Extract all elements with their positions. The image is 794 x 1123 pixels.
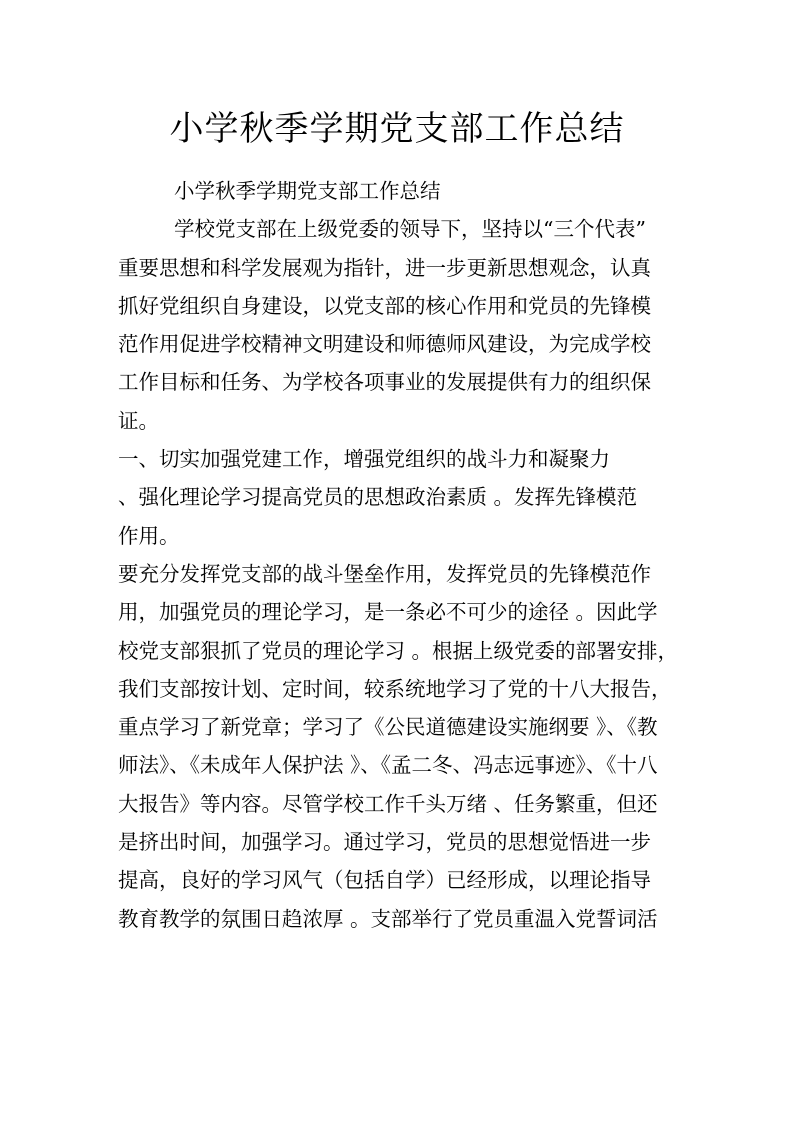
body-line: 证。 [118, 408, 159, 433]
body-line: 校党支部狠抓了党员的理论学习 。根据上级党委的部署安排， [118, 638, 679, 663]
document-title: 小学秋季学期党支部工作总结 [169, 109, 625, 149]
body-line: 、强化理论学习提高党员的思想政治素质 。发挥先锋模范 [118, 485, 638, 510]
body-line: 教育教学的氛围日趋浓厚 。支部举行了党员重温入党誓词活 [118, 906, 658, 931]
document-body [118, 172, 688, 938]
body-line: 我们支部按计划、定时间，较系统地学习了党的十八大报告， [118, 676, 672, 701]
body-line: 抓好党组织自身建设，以党支部的核心作用和党员的先锋模 [118, 293, 651, 318]
body-line: 范作用促进学校精神文明建设和师德师风建设，为完成学校 [118, 332, 651, 357]
body-line: 工作目标和任务、为学校各项事业的发展提供有力的组织保 [118, 370, 651, 395]
body-line: 重点学习了新党章；学习了《公民道德建设实施纲要 》、《教 [118, 715, 658, 740]
body-line: 用，加强党员的理论学习，是一条必不可少的途径 。因此学 [118, 600, 658, 625]
body-line: 一、切实加强党建工作，增强党组织的战斗力和凝聚力 [118, 447, 610, 472]
body-line: 学校党支部在上级党委的领导下，坚持以“三个代表” [174, 217, 646, 242]
body-line: 要充分发挥党支部的战斗堡垒作用，发挥党员的先锋模范作 [118, 561, 651, 586]
body-line: 是挤出时间，加强学习。通过学习，党员的思想觉悟进一步 [118, 830, 651, 855]
body-line: 师法》、《未成年人保护法 》、《孟二冬、冯志远事迹》、《十八 [118, 753, 658, 778]
body-line: 大报告》等内容。尽管学校工作千头万绪 、任务繁重，但还 [118, 791, 658, 816]
body-line: 提高，良好的学习风气（包括自学）已经形成，以理论指导 [118, 868, 651, 893]
body-line: 作用。 [118, 523, 180, 548]
body-line: 小学秋季学期党支部工作总结 [174, 179, 441, 203]
body-line: 重要思想和科学发展观为指针，进一步更新思想观念，认真 [118, 255, 651, 280]
